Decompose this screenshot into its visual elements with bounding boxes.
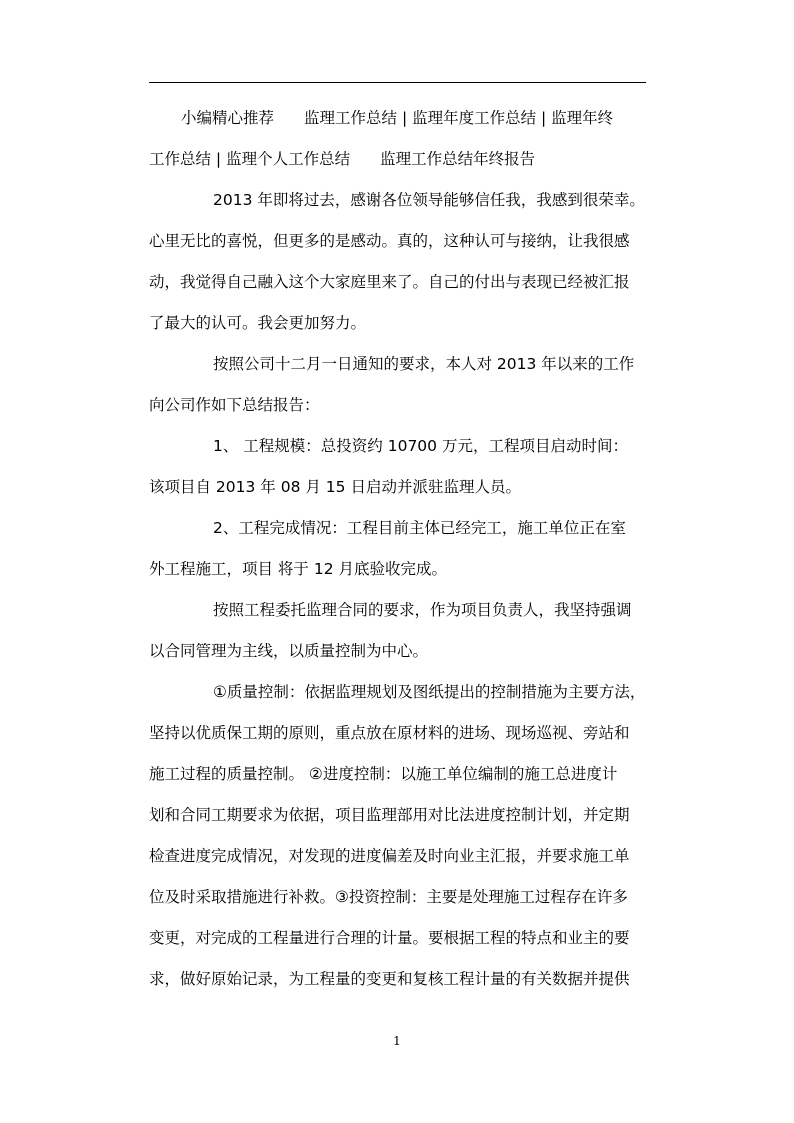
paragraph-line: 了最大的认可。我会更加努力。 xyxy=(149,314,367,332)
page-number: 1 xyxy=(393,1034,401,1048)
header-rule xyxy=(149,82,646,83)
paragraph-line: 2、工程完成情况：工程目前主体已经完工，施工单位正在室 xyxy=(213,519,626,537)
paragraph-line: 施工过程的质量控制。 ②进度控制：以施工单位编制的施工总进度计 xyxy=(149,765,618,783)
paragraph-line: 变更，对完成的工程量进行合理的计量。要根据工程的特点和业主的要 xyxy=(149,929,630,947)
paragraph-line: 检查进度完成情况，对发现的进度偏差及时向业主汇报，并要求施工单 xyxy=(149,847,630,865)
paragraph-line: 位及时采取措施进行补救。③投资控制：主要是处理施工过程存在许多 xyxy=(149,888,628,906)
paragraph-line: 心里无比的喜悦，但更多的是感动。真的，这种认可与接纳，让我很感 xyxy=(149,232,630,250)
recommend-line-1 xyxy=(149,98,646,139)
paragraph-line: 该项目自 2013 年 08 月 15 日启动并派驻监理人员。 xyxy=(149,478,521,496)
paragraph-line: 按照工程委托监理合同的要求，作为项目负责人，我坚持强调 xyxy=(213,601,632,619)
recommend-links-1[interactable]: 监理工作总结 | 监理年度工作总结 | 监理年终 xyxy=(304,109,614,127)
paragraph-line: 以合同管理为主线，以质量控制为中心。 xyxy=(149,642,429,660)
paragraph-line: ①质量控制：依据监理规划及图纸提出的控制措施为主要方法， xyxy=(213,683,646,701)
recommend-line-2 xyxy=(149,139,646,180)
paragraph-line: 按照公司十二月一日通知的要求，本人对 2013 年以来的工作 xyxy=(213,355,635,373)
paragraph-line: 向公司作如下总结报告： xyxy=(149,396,320,414)
paragraph-line: 动，我觉得自己融入这个大家庭里来了。自己的付出与表现已经被汇报 xyxy=(149,273,630,291)
paragraph-line: 求，做好原始记录，为工程量的变更和复核工程计量的有关数据并提供 xyxy=(149,970,630,988)
paragraph-line: 外工程施工，项目 将于 12 月底验收完成。 xyxy=(149,560,448,578)
paragraph-line: 2013 年即将过去，感谢各位领导能够信任我，我感到很荣幸。 xyxy=(213,191,645,209)
document-body xyxy=(149,98,646,1000)
paragraph-line: 划和合同工期要求为依据，项目监理部用对比法进度控制计划，并定期 xyxy=(149,806,630,824)
paragraph-line: 1、 工程规模：总投资约 10700 万元，工程项目启动时间： xyxy=(213,437,628,455)
recommend-label: 小编精心推荐 xyxy=(181,109,275,127)
paragraph-line: 坚持以优质保工期的原则，重点放在原材料的进场、现场巡视、旁站和 xyxy=(149,724,630,742)
recommend-links-2[interactable]: 工作总结 | 监理个人工作总结 xyxy=(149,150,351,168)
recommend-link-last[interactable]: 监理工作总结年终报告 xyxy=(380,150,536,168)
